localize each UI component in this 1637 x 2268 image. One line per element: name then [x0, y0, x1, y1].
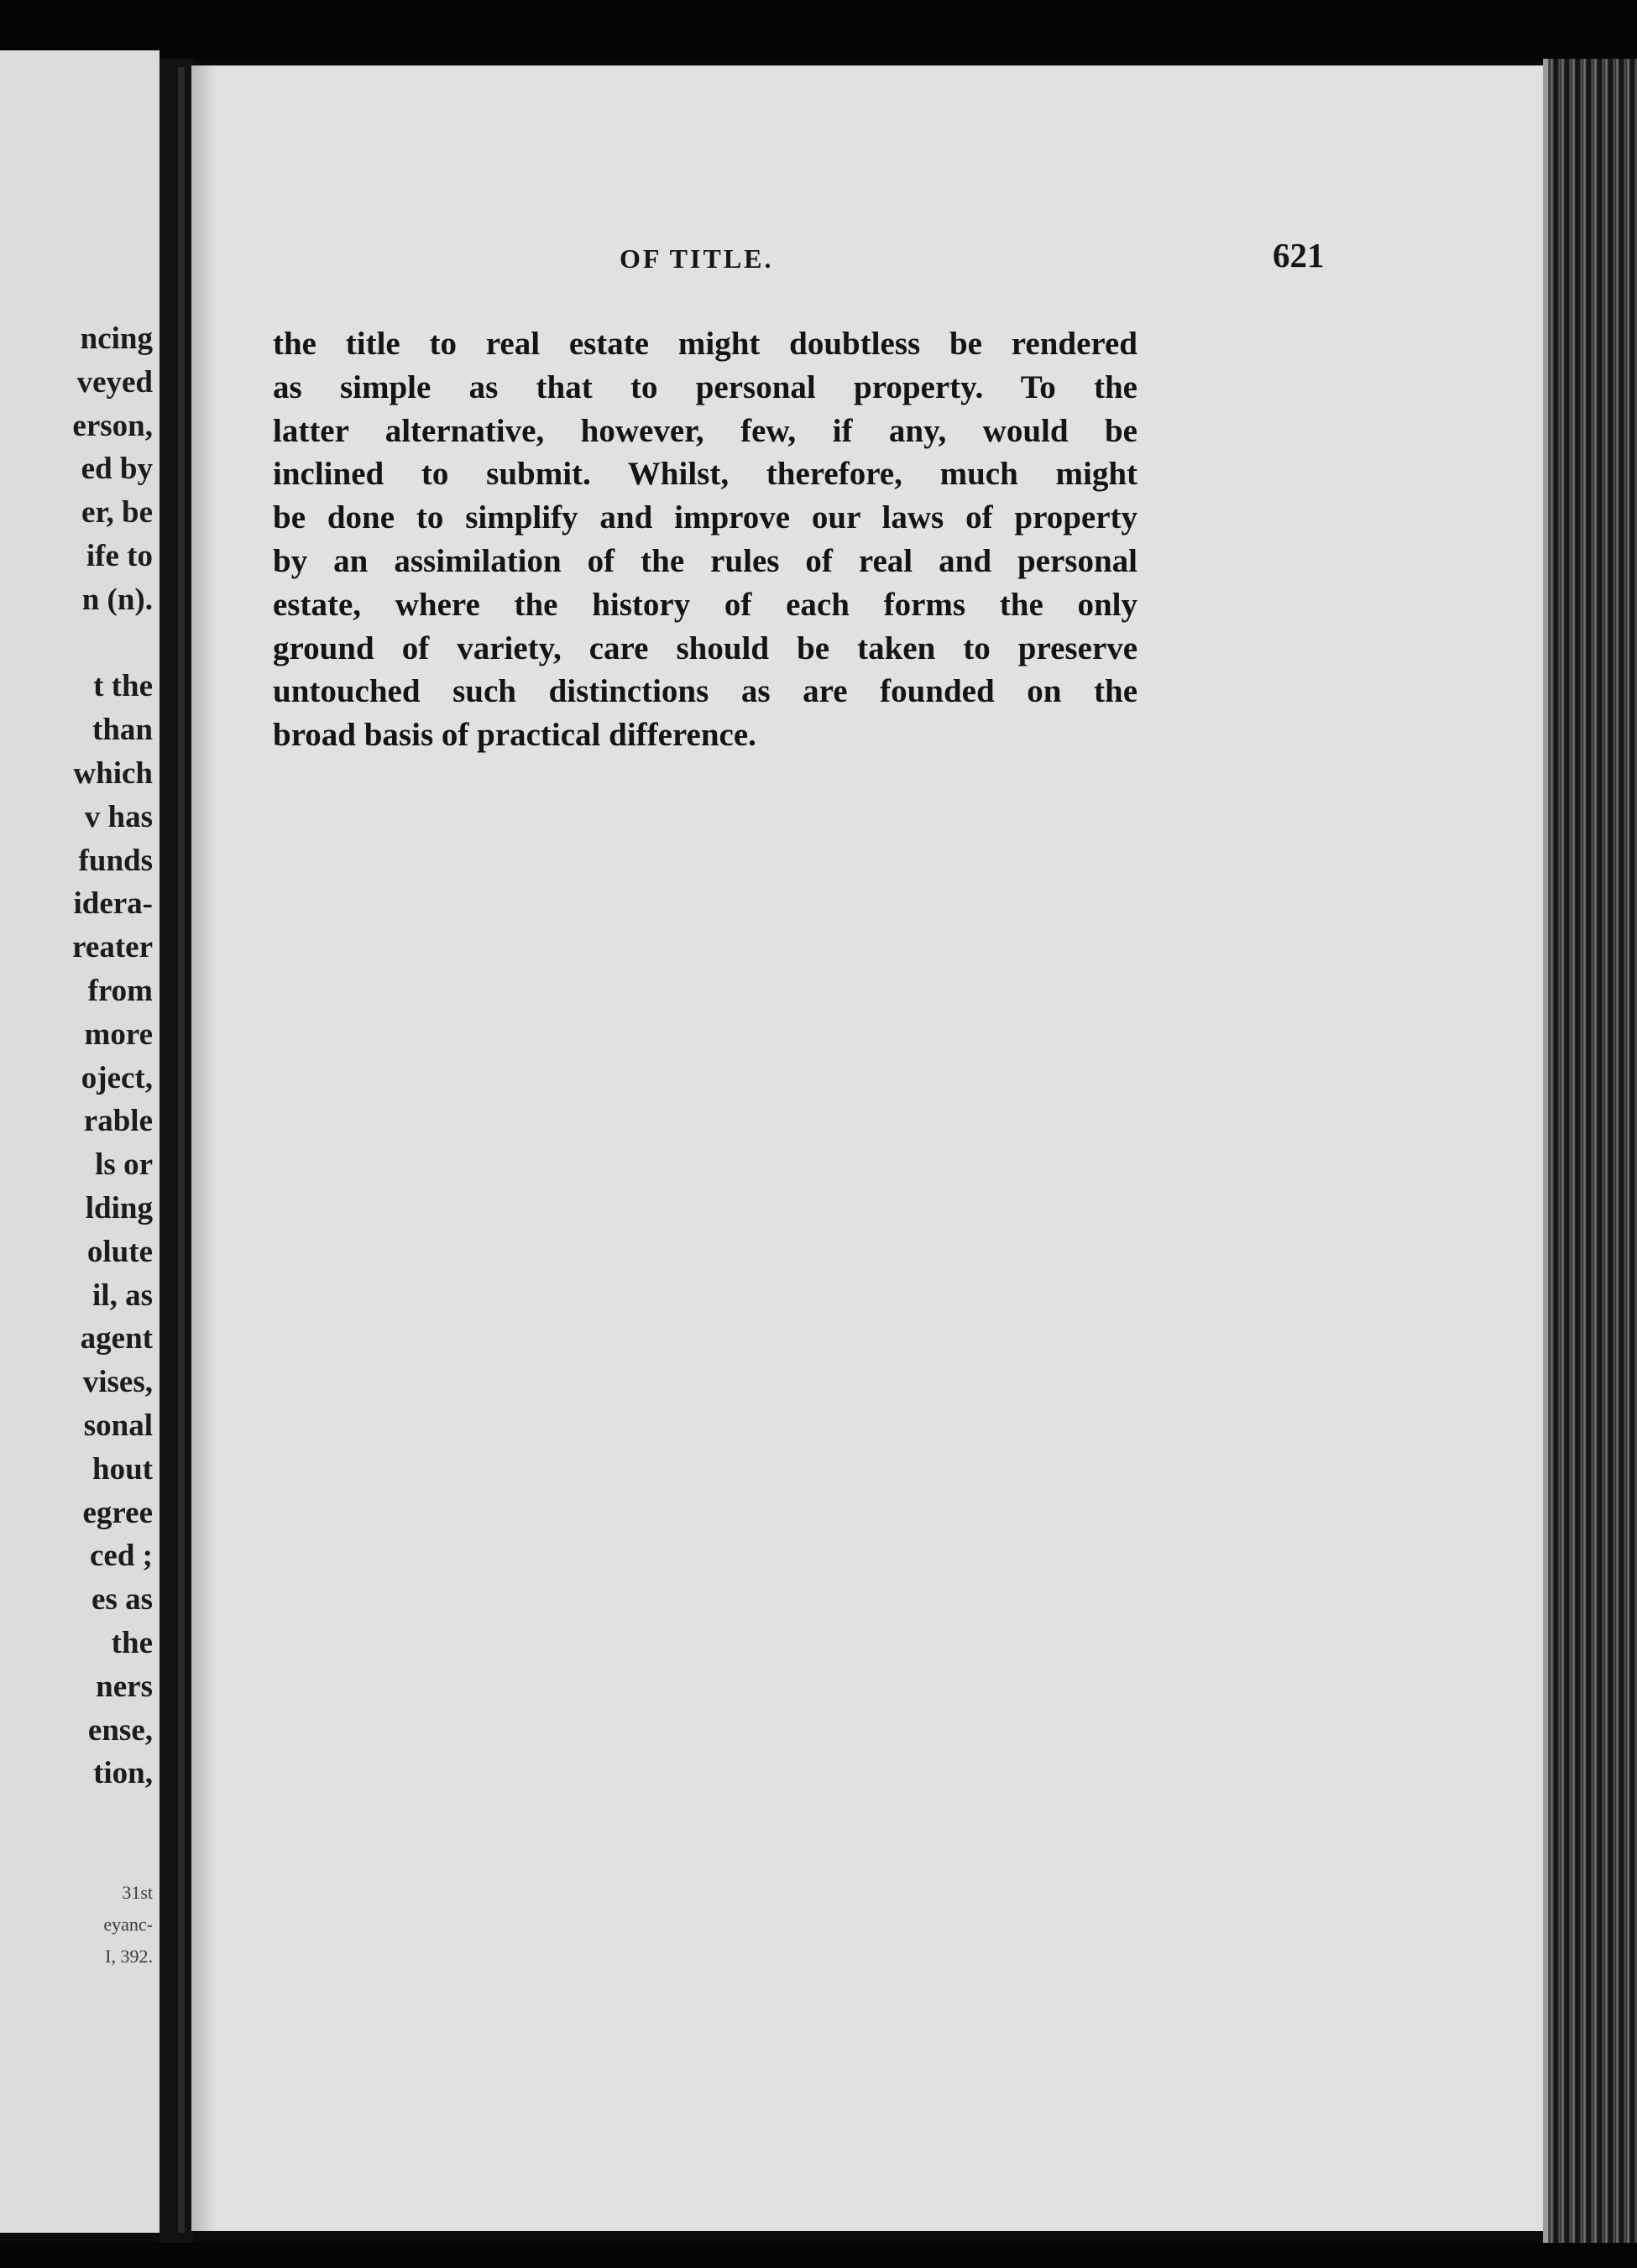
facing-line: hout: [92, 1451, 153, 1487]
facing-line: sonal: [83, 1408, 153, 1443]
facing-line: olute: [86, 1234, 153, 1269]
facing-line: ife to: [86, 538, 153, 573]
facing-line: ners: [96, 1669, 153, 1704]
scan-bottom-border: [0, 2243, 1637, 2268]
main-page: [191, 65, 1543, 2231]
text-line: as simple as that to personal property. To the: [273, 368, 1138, 405]
page-edge-highlight: [1543, 59, 1548, 2243]
page-inner-shadow: [191, 65, 217, 2231]
facing-line: the: [111, 1625, 153, 1660]
facing-line: ls or: [95, 1147, 153, 1183]
facing-footnote: I, 392.: [105, 1946, 153, 1967]
facing-page-text: [72, 317, 153, 1795]
facing-line: erson,: [72, 408, 153, 443]
facing-line: agent: [80, 1321, 153, 1356]
text-line: be done to simplify and improve our laws of property: [273, 499, 1138, 536]
facing-line: idera-: [73, 886, 153, 922]
facing-line: t the: [93, 669, 153, 704]
facing-line: than: [92, 713, 153, 748]
text-line: by an assimilation of the rules of real and personal: [273, 542, 1138, 579]
book-gutter: [160, 59, 193, 2243]
facing-page: [0, 50, 160, 2233]
text-line: untouched such distinctions as are founded on the: [273, 673, 1138, 710]
facing-line: funds: [78, 843, 153, 878]
facing-line: oject,: [81, 1060, 153, 1095]
facing-line: egree: [82, 1495, 153, 1530]
facing-line: vises,: [82, 1365, 153, 1400]
facing-line: veyed: [76, 364, 153, 400]
gutter-shadow: [178, 67, 185, 2233]
facing-line: er, be: [81, 495, 153, 530]
book-page-edges: [1543, 59, 1637, 2243]
text-line: estate, where the history of each forms the only: [273, 586, 1138, 623]
facing-line: es as: [92, 1582, 153, 1617]
facing-line: reater: [72, 930, 153, 965]
page-number: 621: [1273, 236, 1325, 274]
text-line: ground of variety, care should be taken to preserve: [273, 630, 1138, 666]
body-paragraph: [273, 322, 1138, 757]
facing-line: rable: [83, 1104, 153, 1139]
facing-line: ced ;: [90, 1539, 153, 1574]
scan-top-border: [0, 0, 1637, 60]
facing-line: lding: [85, 1190, 153, 1225]
facing-footnote: eyanc-: [103, 1914, 153, 1935]
facing-page-footnotes: [103, 1877, 153, 1973]
text-line: the title to real estate might doubtless be rendered: [273, 326, 1138, 362]
facing-line: ncing: [80, 321, 153, 356]
running-head: OF TITLE.: [620, 243, 774, 274]
facing-line: v has: [84, 799, 153, 834]
facing-line: more: [84, 1016, 153, 1052]
facing-line: which: [73, 755, 153, 791]
facing-line: from: [87, 973, 153, 1008]
facing-footnote: 31st: [122, 1882, 153, 1903]
text-line: inclined to submit. Whilst, therefore, much might: [273, 456, 1138, 493]
text-line-last: broad basis of practical difference.: [273, 717, 756, 754]
facing-line-blank: [72, 622, 153, 666]
text-line: latter alternative, however, few, if any, would be: [273, 412, 1138, 449]
facing-line: tion,: [93, 1756, 153, 1791]
facing-line: n (n).: [81, 582, 153, 617]
facing-line: ense,: [87, 1712, 153, 1748]
facing-line: ed by: [81, 452, 153, 487]
facing-line: il, as: [92, 1278, 153, 1313]
